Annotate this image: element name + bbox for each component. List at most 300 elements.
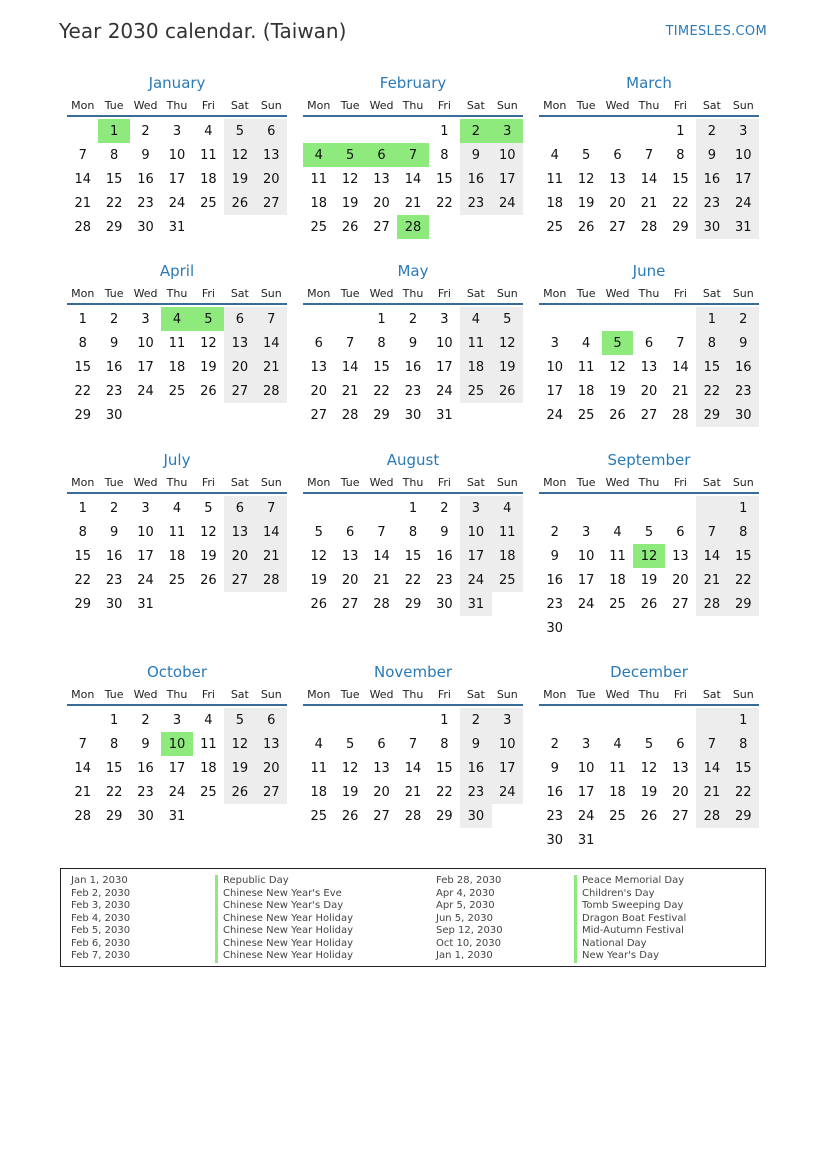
empty-cell	[602, 708, 633, 732]
day-grid	[303, 706, 523, 828]
day-cell: 7	[256, 496, 287, 520]
empty-cell	[334, 307, 365, 331]
day-cell: 11	[546, 171, 563, 187]
day-cell: 29	[728, 592, 759, 616]
day-cell: 23	[696, 191, 727, 215]
weekday-label: Sun	[496, 475, 518, 489]
month-name: March	[626, 74, 672, 92]
day-cell: 13	[640, 359, 658, 375]
day-cell: 26	[200, 572, 217, 588]
day-cell: 4	[492, 496, 523, 520]
day-cell: 21	[256, 355, 287, 379]
day-cell: 19	[224, 756, 255, 780]
weekday-label: Tue	[104, 475, 124, 489]
day-cell: 29	[436, 808, 453, 824]
day-cell: 30	[546, 620, 563, 636]
day-cell: 9	[550, 760, 559, 776]
weekday-label: Sat	[230, 98, 249, 112]
day-cell: 17	[577, 784, 595, 800]
day-cell: 5	[224, 708, 255, 732]
weekday-label: Mon	[307, 286, 331, 300]
day-cell: 2	[550, 736, 559, 752]
empty-cell	[570, 496, 601, 520]
day-cell: 17	[577, 572, 595, 588]
day-cell: 11	[609, 760, 626, 776]
page-title: Year 2030 calendar. (Taiwan)	[59, 19, 347, 43]
weekday-label: Fri	[201, 98, 215, 112]
holiday-name: Mid-Autumn Festival	[574, 925, 686, 938]
day-cell: 23	[105, 572, 123, 588]
day-cell: 3	[141, 500, 150, 516]
day-cell: 20	[609, 195, 626, 211]
day-grid	[539, 117, 759, 239]
holiday-date: Feb 28, 2030	[436, 875, 502, 886]
day-cell: 24	[460, 568, 491, 592]
day-cell: 1	[728, 708, 759, 732]
holiday-name: Chinese New Year Holiday	[215, 925, 353, 938]
holiday-names-col-1	[215, 875, 353, 963]
day-cell: 13	[224, 520, 255, 544]
weekday-label: Sun	[732, 475, 754, 489]
day-cell: 11	[577, 359, 595, 375]
weekday-label: Tue	[340, 98, 360, 112]
weekday-label: Thu	[638, 286, 660, 300]
day-cell: 19	[200, 359, 217, 375]
day-cell: 8	[728, 732, 759, 756]
day-cell: 16	[105, 548, 123, 564]
weekday-label: Tue	[340, 475, 360, 489]
day-cell: 3	[728, 119, 759, 143]
day-cell: 18	[546, 195, 563, 211]
day-cell: 18	[460, 355, 491, 379]
day-cell: 11	[200, 147, 217, 163]
weekday-label: Wed	[369, 286, 394, 300]
day-cell: 13	[310, 359, 327, 375]
day-cell: 17	[137, 548, 154, 564]
weekday-header	[539, 472, 759, 494]
weekday-label: Sat	[230, 475, 249, 489]
weekday-label: Tue	[576, 687, 596, 701]
day-cell: 29	[105, 808, 123, 824]
holiday-cell: 4	[303, 143, 334, 167]
empty-cell	[633, 119, 664, 143]
day-cell: 4	[581, 335, 591, 351]
day-cell: 10	[728, 143, 759, 167]
day-cell: 21	[696, 568, 727, 592]
day-cell: 30	[728, 403, 759, 427]
day-cell: 19	[341, 784, 359, 800]
day-cell: 8	[109, 147, 119, 163]
weekday-label: Wed	[369, 475, 394, 489]
day-cell: 21	[256, 544, 287, 568]
holiday-name: Chinese New Year Holiday	[215, 938, 353, 951]
day-cell: 28	[341, 407, 359, 423]
weekday-label: Wed	[605, 475, 630, 489]
weekday-label: Mon	[71, 475, 95, 489]
empty-cell	[366, 496, 397, 520]
day-cell: 27	[609, 219, 626, 235]
day-cell: 9	[109, 524, 119, 540]
weekday-label: Fri	[201, 286, 215, 300]
day-cell: 10	[546, 359, 563, 375]
day-cell: 14	[404, 171, 422, 187]
day-cell: 22	[105, 195, 123, 211]
day-cell: 15	[696, 355, 727, 379]
weekday-label: Mon	[307, 98, 331, 112]
day-cell: 12	[200, 335, 217, 351]
empty-cell	[303, 307, 334, 331]
weekday-label: Mon	[543, 475, 567, 489]
day-cell: 7	[345, 335, 355, 351]
weekday-label: Sun	[260, 475, 282, 489]
weekday-label: Sun	[496, 98, 518, 112]
holiday-date: Sep 12, 2030	[436, 925, 503, 936]
day-cell: 24	[436, 383, 453, 399]
day-cell: 3	[581, 524, 591, 540]
day-cell: 25	[609, 596, 626, 612]
day-cell: 21	[640, 195, 658, 211]
day-cell: 30	[137, 808, 154, 824]
day-cell: 18	[492, 544, 523, 568]
day-cell: 15	[436, 760, 453, 776]
day-cell: 22	[404, 572, 422, 588]
day-cell: 24	[577, 808, 595, 824]
day-cell: 11	[310, 760, 327, 776]
day-cell: 19	[640, 572, 658, 588]
day-cell: 4	[314, 736, 323, 752]
day-cell: 3	[172, 123, 182, 139]
day-cell: 23	[546, 596, 563, 612]
holiday-name: Chinese New Year's Day	[215, 900, 353, 913]
weekday-label: Sat	[702, 687, 721, 701]
holiday-date: Feb 2, 2030	[71, 887, 131, 899]
month-may	[303, 259, 523, 427]
day-cell: 14	[256, 520, 287, 544]
day-cell: 23	[546, 808, 563, 824]
day-cell: 22	[436, 784, 453, 800]
holiday-name: Peace Memorial Day	[574, 875, 686, 888]
day-cell: 24	[137, 572, 154, 588]
day-cell: 9	[728, 331, 759, 355]
day-cell: 19	[577, 195, 595, 211]
month-name: October	[146, 663, 208, 681]
weekday-label: Wed	[369, 98, 394, 112]
day-cell: 18	[200, 760, 217, 776]
holiday-date: Jan 1, 2030	[71, 875, 128, 886]
empty-cell	[67, 119, 98, 143]
weekday-label: Thu	[638, 687, 660, 701]
day-cell: 22	[105, 784, 123, 800]
month-name: April	[159, 262, 195, 280]
day-cell: 26	[200, 383, 217, 399]
weekday-label: Thu	[166, 98, 188, 112]
month-march	[539, 71, 759, 239]
day-cell: 15	[74, 359, 91, 375]
weekday-label: Sat	[702, 286, 721, 300]
day-cell: 26	[640, 596, 658, 612]
holiday-date: Feb 4, 2030	[71, 912, 131, 924]
day-cell: 17	[436, 359, 453, 375]
weekday-label: Wed	[605, 98, 630, 112]
day-cell: 31	[728, 215, 759, 239]
day-cell: 17	[728, 167, 759, 191]
day-cell: 23	[436, 572, 453, 588]
day-cell: 9	[141, 736, 150, 752]
day-cell: 30	[105, 407, 123, 423]
weekday-header	[303, 95, 523, 117]
day-cell: 17	[492, 756, 523, 780]
day-cell: 6	[613, 147, 622, 163]
month-name: January	[148, 74, 206, 92]
empty-cell	[665, 307, 696, 331]
empty-cell	[633, 496, 664, 520]
day-cell: 5	[644, 736, 654, 752]
weekday-label: Tue	[104, 98, 124, 112]
empty-cell	[665, 496, 696, 520]
weekday-label: Sat	[702, 475, 721, 489]
weekday-label: Mon	[307, 687, 331, 701]
day-grid	[303, 305, 523, 427]
day-cell: 31	[436, 407, 453, 423]
day-cell: 22	[696, 379, 727, 403]
day-cell: 6	[644, 335, 654, 351]
weekday-label: Fri	[437, 286, 451, 300]
weekday-label: Thu	[166, 687, 188, 701]
day-cell: 25	[609, 808, 626, 824]
day-cell: 1	[440, 712, 449, 728]
day-cell: 24	[577, 596, 595, 612]
day-cell: 16	[105, 359, 123, 375]
day-cell: 12	[341, 760, 359, 776]
weekday-label: Fri	[673, 286, 687, 300]
day-cell: 15	[436, 171, 453, 187]
day-cell: 28	[373, 596, 390, 612]
day-cell: 30	[137, 219, 154, 235]
day-cell: 27	[640, 407, 658, 423]
day-cell: 19	[200, 548, 217, 564]
day-cell: 13	[672, 760, 689, 776]
day-cell: 4	[460, 307, 491, 331]
day-cell: 18	[310, 784, 327, 800]
day-cell: 27	[373, 219, 390, 235]
month-name: June	[632, 262, 666, 280]
day-cell: 4	[204, 712, 213, 728]
empty-cell	[303, 496, 334, 520]
weekday-label: Sat	[230, 687, 249, 701]
day-cell: 17	[546, 383, 563, 399]
day-cell: 23	[137, 784, 154, 800]
day-cell: 25	[168, 383, 186, 399]
day-cell: 26	[341, 219, 359, 235]
day-cell: 8	[78, 524, 87, 540]
day-cell: 8	[377, 335, 386, 351]
day-cell: 19	[609, 383, 626, 399]
day-cell: 13	[609, 171, 626, 187]
day-cell: 1	[728, 496, 759, 520]
month-name: May	[397, 262, 429, 280]
day-cell: 20	[224, 355, 255, 379]
day-cell: 5	[581, 147, 591, 163]
day-cell: 3	[492, 708, 523, 732]
day-cell: 1	[676, 123, 685, 139]
holiday-cell: 10	[161, 732, 192, 756]
day-cell: 21	[696, 780, 727, 804]
holiday-name: Chinese New Year's Eve	[215, 888, 353, 901]
weekday-header	[67, 472, 287, 494]
weekday-label: Sun	[732, 286, 754, 300]
day-grid	[539, 494, 759, 640]
weekday-label: Sat	[466, 687, 485, 701]
month-name: December	[610, 663, 688, 681]
day-cell: 6	[345, 524, 355, 540]
day-cell: 7	[78, 147, 87, 163]
weekday-label: Fri	[673, 98, 687, 112]
day-cell: 28	[404, 808, 422, 824]
weekday-label: Fri	[201, 475, 215, 489]
weekday-label: Thu	[402, 687, 424, 701]
weekday-header	[67, 684, 287, 706]
day-cell: 28	[74, 808, 91, 824]
weekday-label: Sat	[230, 286, 249, 300]
day-cell: 25	[168, 572, 186, 588]
day-cell: 19	[341, 195, 359, 211]
day-cell: 28	[256, 379, 287, 403]
month-february	[303, 71, 523, 239]
weekday-label: Tue	[104, 687, 124, 701]
day-cell: 16	[436, 548, 453, 564]
weekday-label: Mon	[543, 286, 567, 300]
day-cell: 25	[310, 219, 327, 235]
weekday-label: Fri	[437, 687, 451, 701]
weekday-label: Tue	[340, 687, 360, 701]
day-cell: 25	[460, 379, 491, 403]
day-cell: 27	[672, 596, 689, 612]
day-cell: 6	[256, 119, 287, 143]
day-cell: 10	[436, 335, 453, 351]
holiday-name: Chinese New Year Holiday	[215, 913, 353, 926]
day-cell: 4	[172, 500, 182, 516]
day-cell: 14	[672, 359, 689, 375]
day-cell: 8	[440, 736, 449, 752]
day-cell: 24	[137, 383, 154, 399]
weekday-label: Sat	[466, 98, 485, 112]
day-cell: 1	[109, 712, 119, 728]
day-cell: 17	[168, 760, 186, 776]
day-cell: 13	[256, 143, 287, 167]
weekday-label: Mon	[543, 687, 567, 701]
day-cell: 1	[78, 311, 87, 327]
holiday-date: Feb 6, 2030	[71, 937, 131, 949]
day-cell: 30	[404, 407, 422, 423]
day-cell: 22	[672, 195, 689, 211]
day-cell: 12	[341, 171, 359, 187]
weekday-label: Sat	[702, 98, 721, 112]
holiday-date: Feb 7, 2030	[71, 950, 131, 961]
site-link[interactable]: TIMESLES.COM	[665, 24, 767, 39]
day-cell: 5	[492, 307, 523, 331]
day-cell: 30	[436, 596, 453, 612]
day-cell: 25	[577, 407, 595, 423]
day-cell: 22	[74, 383, 91, 399]
weekday-header	[303, 472, 523, 494]
day-cell: 10	[577, 760, 595, 776]
holiday-names-col-2	[574, 875, 686, 963]
day-cell: 3	[460, 496, 491, 520]
holiday-name: Dragon Boat Festival	[574, 913, 686, 926]
day-cell: 5	[644, 524, 654, 540]
day-cell: 21	[404, 195, 422, 211]
day-cell: 27	[672, 808, 689, 824]
day-cell: 14	[373, 548, 390, 564]
day-cell: 3	[141, 311, 150, 327]
weekday-header	[539, 283, 759, 305]
holiday-cell: 5	[193, 307, 224, 331]
day-cell: 28	[74, 219, 91, 235]
day-cell: 21	[404, 784, 422, 800]
holiday-cell: 6	[366, 143, 397, 167]
day-cell: 6	[224, 496, 255, 520]
day-cell: 20	[341, 572, 359, 588]
day-cell: 13	[373, 760, 390, 776]
day-cell: 7	[377, 524, 386, 540]
holiday-date: Apr 5, 2030	[436, 900, 495, 911]
holiday-date: Feb 3, 2030	[71, 900, 131, 911]
day-cell: 2	[141, 123, 150, 139]
empty-cell	[397, 119, 428, 143]
day-cell: 6	[377, 736, 386, 752]
day-cell: 9	[696, 143, 727, 167]
day-cell: 18	[200, 171, 217, 187]
day-cell: 7	[644, 147, 654, 163]
day-cell: 27	[256, 780, 287, 804]
day-cell: 31	[460, 592, 491, 616]
weekday-label: Thu	[638, 98, 660, 112]
month-september	[539, 448, 759, 640]
day-cell: 30	[460, 804, 491, 828]
day-cell: 8	[109, 736, 119, 752]
day-cell: 16	[546, 572, 563, 588]
day-cell: 21	[672, 383, 689, 399]
day-cell: 3	[581, 736, 591, 752]
day-cell: 11	[200, 736, 217, 752]
weekday-header	[67, 95, 287, 117]
day-cell: 24	[168, 195, 186, 211]
day-cell: 11	[310, 171, 327, 187]
day-cell: 4	[613, 736, 622, 752]
holiday-list	[60, 868, 766, 967]
day-cell: 15	[74, 548, 91, 564]
day-cell: 24	[492, 780, 523, 804]
day-cell: 1	[440, 123, 449, 139]
day-cell: 14	[696, 544, 727, 568]
month-april	[67, 259, 287, 427]
weekday-label: Thu	[166, 475, 188, 489]
holiday-name: Republic Day	[215, 875, 353, 888]
day-cell: 2	[696, 119, 727, 143]
weekday-label: Mon	[71, 687, 95, 701]
day-cell: 11	[168, 335, 186, 351]
empty-cell	[334, 119, 365, 143]
weekday-label: Thu	[638, 475, 660, 489]
day-cell: 12	[577, 171, 595, 187]
weekday-label: Mon	[307, 475, 331, 489]
day-cell: 23	[137, 195, 154, 211]
day-cell: 28	[672, 407, 689, 423]
day-grid	[67, 117, 287, 239]
day-cell: 16	[728, 355, 759, 379]
day-cell: 1	[78, 500, 87, 516]
day-cell: 29	[373, 407, 390, 423]
